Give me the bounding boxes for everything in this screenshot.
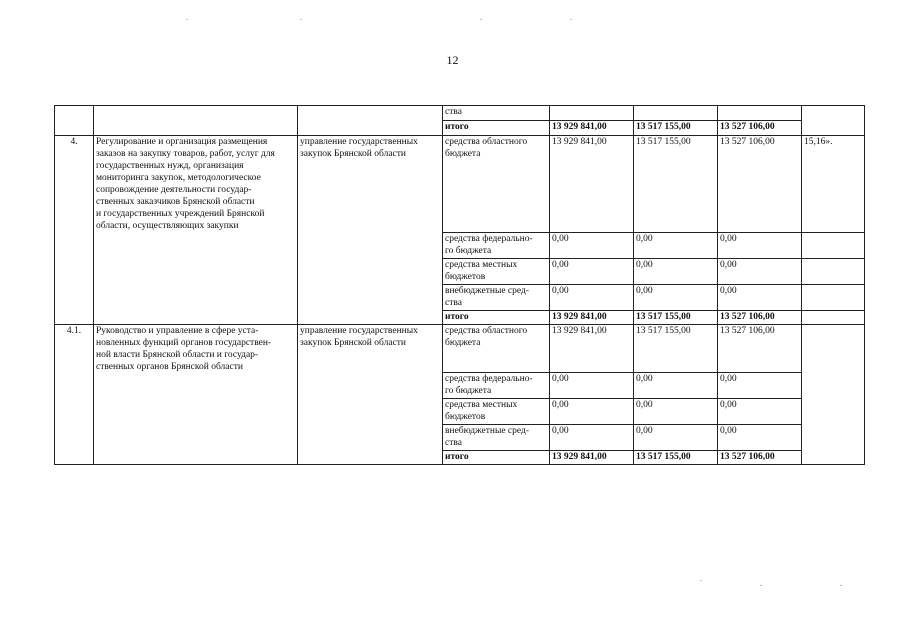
value-1: 13 929 841,00 [550,136,634,233]
value-1: 0,00 [550,425,634,451]
cont-name-cell [94,106,298,136]
value-2: 13 517 155,00 [634,325,718,373]
total-label: итого [443,121,550,136]
value-2: 13 517 155,00 [634,136,718,233]
value-2: 0,00 [634,285,718,311]
continuation-row [55,106,865,121]
scan-speck [840,585,842,586]
fund-label: средства местных бюджетов [443,259,550,285]
value-2: 0,00 [634,373,718,399]
total-value-2: 13 517 155,00 [634,451,718,465]
total-value-1: 13 929 841,00 [550,311,634,325]
scan-speck [570,19,572,20]
value-3: 0,00 [718,259,802,285]
scan-speck [186,19,188,20]
value-2: 0,00 [634,233,718,259]
fund-label: средства областного бюджета [443,325,550,373]
value-3: 13 527 106,00 [718,325,802,373]
value-1: 0,00 [550,399,634,425]
value-1: 0,00 [550,373,634,399]
value-1: 0,00 [550,259,634,285]
cont-fund-label: ства [443,106,550,121]
total-value-3: 13 527 106,00 [718,451,802,465]
fund-label: средства федерально- го бюджета [443,373,550,399]
total-value-2: 13 517 155,00 [634,121,718,136]
scan-speck [700,580,702,581]
total-value-1: 13 929 841,00 [550,451,634,465]
total-value-3: 13 527 106,00 [718,311,802,325]
cont-number-cell [55,106,94,136]
fund-label: средства федерально- го бюджета [443,233,550,259]
value-3: 0,00 [718,399,802,425]
scan-speck [760,585,762,586]
fund-label: внебюджетные сред- ства [443,425,550,451]
item-41-name: Руководство и управление в сфере уста- новленных функций органов государствен- ной власти Брянской области и государ- ственных органов Брянской области [94,325,298,465]
value-2: 0,00 [634,425,718,451]
value-1: 13 929 841,00 [550,325,634,373]
value-3: 0,00 [718,233,802,259]
fund-label: средства местных бюджетов [443,399,550,425]
scan-speck [300,19,302,20]
item-41-executor: управление государственных закупок Брянской области [298,325,443,465]
total-label: итого [443,451,550,465]
cont-executor-cell [298,106,443,136]
total-value-3: 13 527 106,00 [718,121,802,136]
value-1: 0,00 [550,233,634,259]
value-3: 13 527 106,00 [718,136,802,233]
value-1: 0,00 [550,285,634,311]
total-value-1: 13 929 841,00 [550,121,634,136]
item-4-number: 4. [55,136,94,325]
item-4-row-regional [55,136,865,233]
scan-speck [480,19,482,20]
total-value-2: 13 517 155,00 [634,311,718,325]
item-41-row-regional [55,325,865,373]
item-4-name: Регулирование и организация размещения заказов на закупку товаров, работ, услуг для государственных нужд, организация мониторинга закупок, методологическое сопровождение деятельности государ- ственных заказчиков Брянской области и государственных учреждений Брянской области, осуществляющих закупки [94,136,298,325]
total-label: итого [443,311,550,325]
value-3: 0,00 [718,425,802,451]
item-4-executor: управление государственных закупок Брянской области [298,136,443,325]
value-3: 0,00 [718,285,802,311]
page-number: 12 [446,53,459,67]
item-4-note: 15,16». [802,136,865,233]
item-41-number: 4.1. [55,325,94,465]
value-2: 0,00 [634,259,718,285]
value-2: 0,00 [634,399,718,425]
budget-table [54,105,865,465]
value-3: 0,00 [718,373,802,399]
fund-label: внебюджетные сред- ства [443,285,550,311]
fund-label: средства областного бюджета [443,136,550,233]
